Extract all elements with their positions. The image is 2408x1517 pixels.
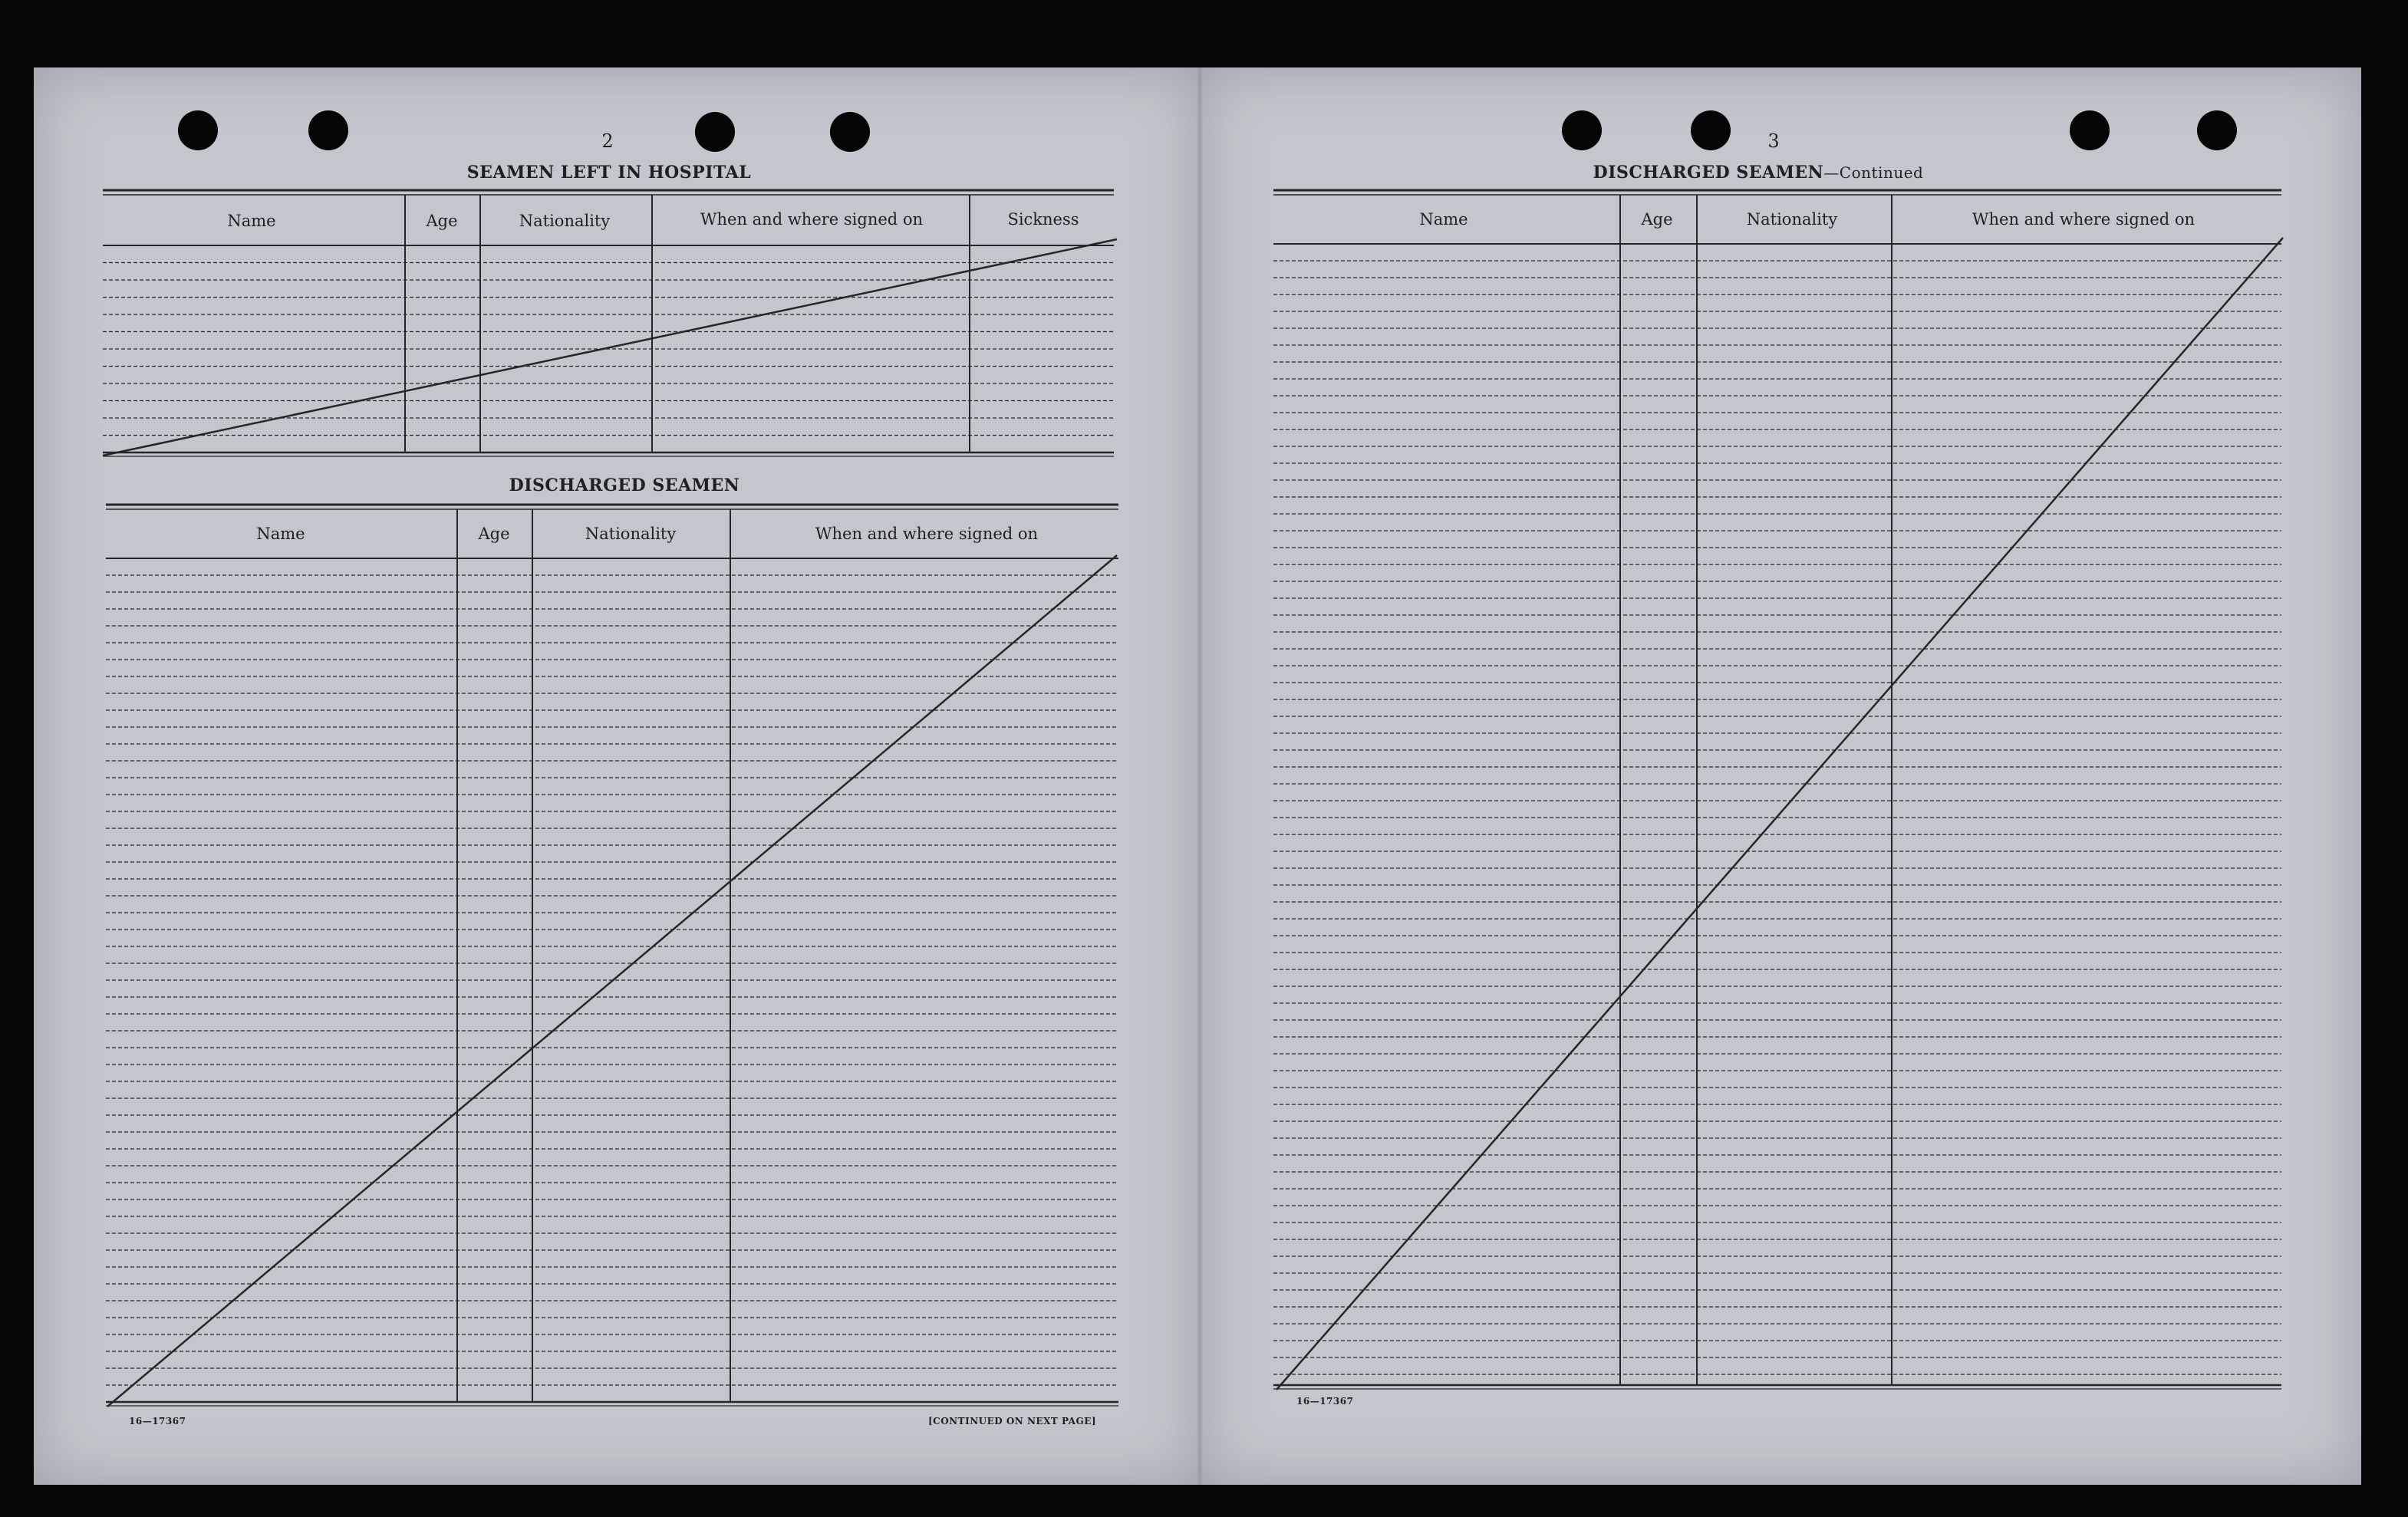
continued-col-age: Age [1641,210,1673,229]
section-title-suffix: —Continued [1823,163,1924,182]
cancel-stroke [1276,238,2283,1390]
discharged-col-signed-on: When and where signed on [815,525,1039,543]
cancel-stroke [103,239,1117,456]
form-number: 16—17367 [129,1416,186,1427]
hospital-col-signed-on: When and where signed on [700,210,924,229]
discharged-col-nationality: Nationality [585,525,677,543]
continued-note: [CONTINUED ON NEXT PAGE] [928,1416,1097,1427]
hospital-section-title: SEAMEN LEFT IN HOSPITAL [466,163,752,183]
section-title-text: DISCHARGED SEAMEN [1593,163,1824,183]
cancel-stroke [107,555,1117,1407]
page-number: 3 [1767,130,1780,152]
continued-col-name: Name [1419,210,1468,229]
continued-col-signed-on: When and where signed on [1972,210,2196,229]
form-number: 16—17367 [1296,1396,1354,1407]
page-number: 2 [601,130,614,152]
continued-col-nationality: Nationality [1746,210,1838,229]
discharged-col-name: Name [256,525,305,543]
discharged-section-title: DISCHARGED SEAMEN [509,476,740,495]
discharged-col-age: Age [478,525,510,543]
hospital-col-name: Name [227,212,276,230]
hospital-col-sickness: Sickness [1007,210,1079,229]
hospital-col-age: Age [426,212,458,230]
discharged-continued-title [1593,163,1924,183]
hospital-col-nationality: Nationality [519,212,611,230]
